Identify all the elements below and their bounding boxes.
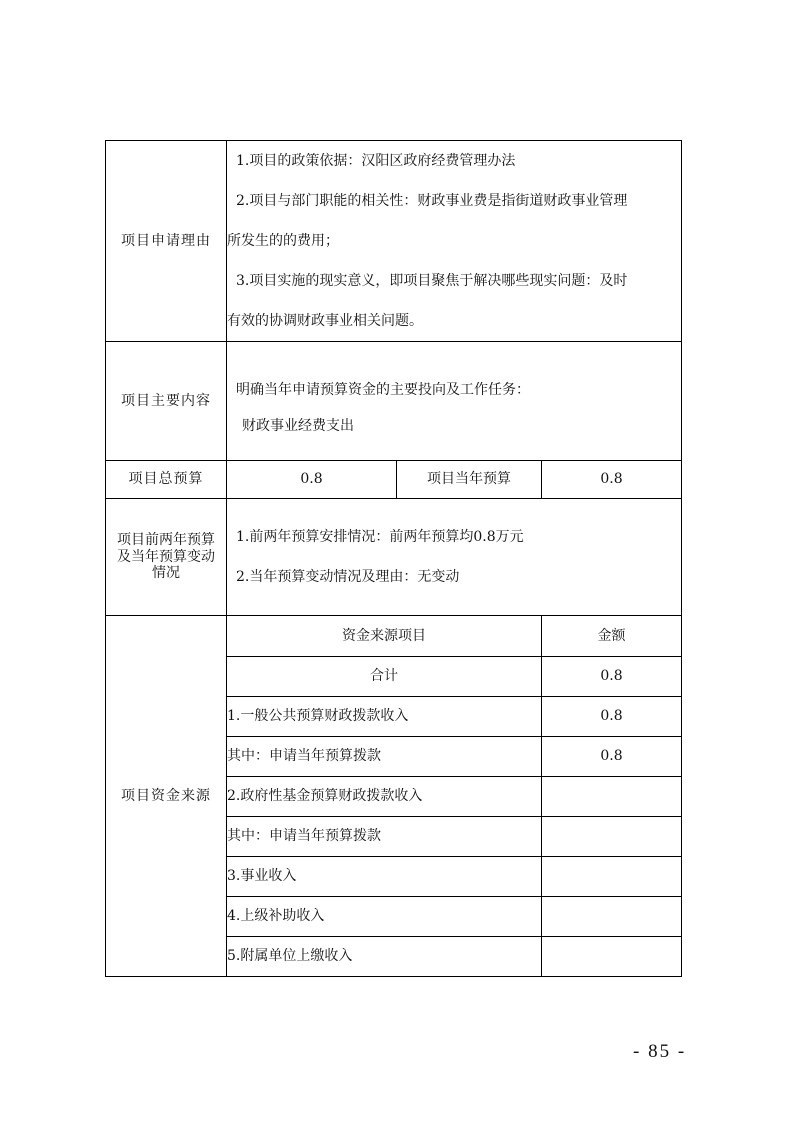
funding-item: 其中：申请当年预算拨款 <box>227 817 542 857</box>
funding-amount: 0.8 <box>542 657 682 697</box>
funding-amount <box>542 857 682 897</box>
change-item: 2.当年预算变动情况及理由：无变动 <box>236 569 460 585</box>
total-budget-value: 0.8 <box>227 461 397 499</box>
total-budget-label: 项目总预算 <box>106 461 227 499</box>
funding-item: 2.政府性基金预算财政拨款收入 <box>227 777 542 817</box>
content-line: 财政事业经费支出 <box>242 418 354 434</box>
funding-item: 4.上级补助收入 <box>227 897 542 937</box>
funding-item: 其中：申请当年预算拨款 <box>227 737 542 777</box>
funding-amount <box>542 817 682 857</box>
reason-label: 项目申请理由 <box>106 141 227 342</box>
change-item: 1.前两年预算安排情况：前两年预算均0.8万元 <box>236 529 524 545</box>
change-row <box>106 499 682 616</box>
reason-content <box>227 141 682 342</box>
funding-header-item: 资金来源项目 <box>227 616 542 657</box>
funding-item: 3.事业收入 <box>227 857 542 897</box>
change-label-line: 及当年预算变动 <box>117 548 215 565</box>
content-label: 项目主要内容 <box>106 342 227 461</box>
change-content <box>227 499 682 616</box>
reason-item: 有效的协调财政事业相关问题。 <box>227 313 423 329</box>
funding-amount <box>542 937 682 977</box>
funding-item: 合计 <box>227 657 542 697</box>
content-body <box>227 342 682 461</box>
change-label <box>106 499 227 616</box>
funding-header-amount: 金额 <box>542 616 682 657</box>
budget-row <box>106 461 682 499</box>
funding-amount <box>542 897 682 937</box>
funding-amount <box>542 777 682 817</box>
reason-item: 2.项目与部门职能的相关性：财政事业费是指街道财政事业管理 <box>236 193 628 209</box>
funding-item: 5.附属单位上缴收入 <box>227 937 542 977</box>
funding-label: 项目资金来源 <box>106 616 227 977</box>
reason-item: 1.项目的政策依据：汉阳区政府经费管理办法 <box>236 153 516 169</box>
content-row <box>106 342 682 461</box>
content-line: 明确当年申请预算资金的主要投向及工作任务： <box>236 382 530 398</box>
project-budget-form <box>105 140 682 977</box>
reason-item: 3.项目实施的现实意义，即项目聚焦于解决哪些现实问题：及时 <box>236 273 628 289</box>
funding-amount: 0.8 <box>542 737 682 777</box>
change-label-line: 项目前两年预算 <box>117 531 215 548</box>
year-budget-label: 项目当年预算 <box>397 461 542 499</box>
funding-header-row <box>106 616 682 657</box>
funding-amount: 0.8 <box>542 697 682 737</box>
reason-item: 所发生的的费用； <box>227 233 339 249</box>
year-budget-value: 0.8 <box>542 461 682 499</box>
reason-row <box>106 141 682 342</box>
funding-item: 1.一般公共预算财政拨款收入 <box>227 697 542 737</box>
page-number: - 85 - <box>633 1041 687 1062</box>
change-label-line: 情况 <box>152 565 180 582</box>
